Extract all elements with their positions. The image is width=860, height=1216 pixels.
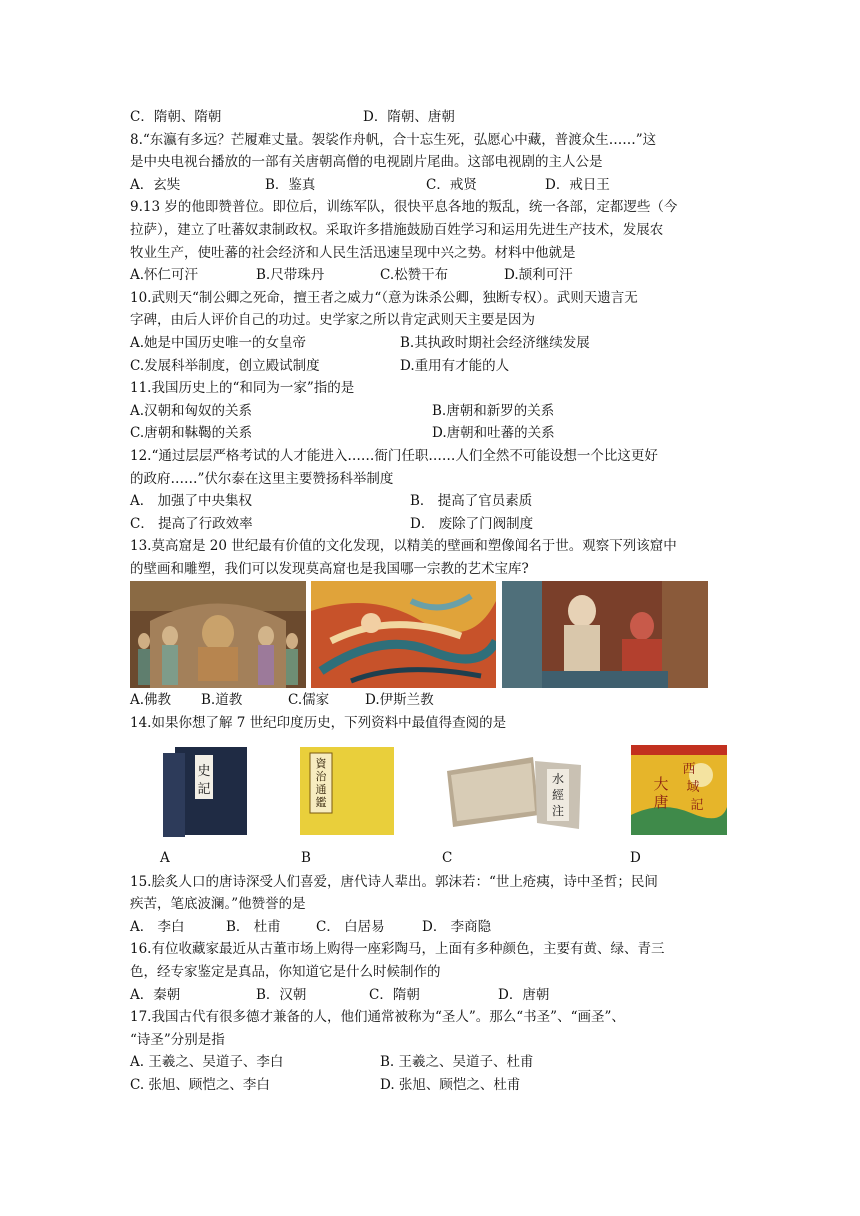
q12-option-d: D． 废除了门阀制度	[410, 515, 534, 532]
sjz-title-char1: 水	[551, 771, 565, 786]
q7-option-d: D．隋朝、唐朝	[363, 109, 455, 125]
shiji-book-image	[159, 745, 255, 837]
q16-option-c: C．隋朝	[369, 986, 420, 1003]
q8-stem-line: 8.“东瀛有多远？芒履难丈量。袈裟作舟帆，合十忘生死，弘愿心中藏，普渡众生……”这	[130, 131, 657, 148]
q11-option-a: A.汉朝和匈奴的关系	[130, 402, 253, 419]
q7-options	[130, 106, 730, 129]
q14-label-c: C	[442, 849, 453, 866]
q9-stem-line: 拉萨），建立了吐蕃奴隶制政权。采取许多措施鼓励百姓学习和运用先进生产技术，发展农	[130, 221, 664, 238]
dtxyj-title-char3: 西	[682, 761, 696, 777]
exam-page	[130, 106, 730, 1097]
sjz-title-char3: 注	[551, 803, 565, 818]
q9-stem-line: 9.13 岁的他即赞普位。即位后，训练军队，很快平息各地的叛乱，统一各部，定都逻些（今	[130, 199, 678, 216]
q11-option-b: B.唐朝和新罗的关系	[432, 402, 555, 419]
q17-options-row	[130, 1074, 730, 1097]
q14-images	[130, 745, 730, 845]
q15-stem-line: 疾苦，笔底波澜。”他赞誉的是	[130, 896, 306, 913]
q12-stem-line: 12.“通过层层严格考试的人才能进入……衙门任职……人们全然不可能设想一个比这更好	[130, 447, 658, 464]
q12-option-c: C． 提高了行政效率	[130, 515, 253, 532]
q8-stem-line: 是中央电视台播放的一部有关唐朝高僧的电视剧片尾曲。这部电视剧的主人公是	[130, 154, 603, 171]
q15-option-b: B． 杜甫	[226, 918, 281, 935]
q12-options-row	[130, 490, 730, 513]
q10-option-b: B.其执政时期社会经济继续发展	[400, 334, 590, 351]
q17-options-row	[130, 1051, 730, 1074]
q8-option-b: B．鉴真	[265, 176, 316, 193]
q17-option-a: A. 王羲之、吴道子、李白	[130, 1054, 284, 1071]
q9-option-d: D.颉利可汗	[504, 267, 573, 284]
q8-option-a: A．玄奘	[130, 176, 181, 193]
q14-label-b: B	[301, 849, 311, 866]
q13-option-c: C.儒家	[288, 692, 330, 709]
q11-options-row	[130, 400, 730, 423]
q8-option-c: C．戒贤	[426, 176, 477, 193]
q16-options	[130, 984, 730, 1007]
zizhitongjian-book-image	[300, 747, 394, 835]
q8-options	[130, 174, 730, 197]
shuijingzhu-book-image	[443, 751, 587, 831]
q10-option-a: A.她是中国历史唯一的女皇帝	[130, 334, 307, 351]
q12-stem-line: 的政府……”伏尔泰在这里主要赞扬科举制度	[130, 470, 394, 487]
q11-option-c: C.唐朝和靺鞨的关系	[130, 425, 253, 442]
q13-stem-line: 13.莫高窟是 20 世纪最有价值的文化发现，以精美的壁画和塑像闻名于世。观察下列该窟中	[130, 538, 677, 555]
q10-stem-line: 字碑，由后人评价自己的功过。史学家之所以肯定武则天主要是因为	[130, 312, 535, 329]
q12-option-a: A． 加强了中央集权	[130, 493, 253, 510]
q12-options-row	[130, 513, 730, 536]
q10-option-d: D.重用有才能的人	[400, 357, 510, 374]
q10-options-row	[130, 332, 730, 355]
dtxyj-title-char5: 記	[690, 797, 704, 813]
dtxyj-title-char1: 大	[653, 774, 669, 793]
q9-option-b: B.尺带珠丹	[256, 267, 325, 284]
q17-option-d: D. 张旭、顾恺之、杜甫	[380, 1077, 521, 1093]
q16-stem-line: 16.有位收藏家最近从古董市场上购得一座彩陶马，上面有多种颜色，主要有黄、绿、青三	[130, 941, 665, 958]
q17-option-b: B. 王羲之、吴道子、杜甫	[380, 1054, 534, 1071]
q10-option-c: C.发展科举制度，创立殿试制度	[130, 357, 320, 374]
q11-option-d: D.唐朝和吐蕃的关系	[432, 425, 555, 442]
painted-statue-image	[502, 581, 708, 688]
q13-option-a: A.佛教	[130, 692, 172, 709]
q9-option-c: C.松赞干布	[380, 267, 449, 284]
q9-option-a: A.怀仁可汗	[130, 267, 199, 284]
q14-label-a: A	[160, 849, 170, 866]
q17-stem-line: 17.我国古代有很多德才兼备的人，他们通常被称为“圣人”。那么“书圣”、“画圣”、	[130, 1009, 625, 1026]
q13-images	[130, 581, 730, 689]
shiji-title-char1: 史	[197, 763, 211, 779]
cave-sculpture-image	[130, 581, 306, 688]
zzt-title-char3: 通	[315, 782, 327, 796]
zzt-title-char4: 鑑	[315, 795, 327, 809]
q17-stem-line: “诗圣”分别是指	[130, 1031, 225, 1048]
q12-option-b: B． 提高了官员素质	[410, 493, 533, 510]
q9-options	[130, 264, 730, 287]
q17-option-c: C. 张旭、顾恺之、李白	[130, 1077, 270, 1093]
dtxyj-title-char4: 域	[686, 779, 700, 795]
q16-option-b: B．汉朝	[256, 986, 307, 1003]
q14-image-labels	[130, 845, 730, 871]
q9-stem-line: 牧业生产，使吐蕃的社会经济和人民生活迅速呈现中兴之势。材料中他就是	[130, 244, 576, 261]
q15-option-d: D． 李商隐	[422, 918, 492, 935]
q10-options-row	[130, 355, 730, 378]
q11-stem-line: 11.我国历史上的“和同为一家”指的是	[130, 380, 355, 397]
q10-stem-line: 10.武则天“制公卿之死命，擅王者之威力“（意为诛杀公卿，独断专权）。武则天遗言无	[130, 289, 638, 306]
q15-option-c: C． 白居易	[316, 918, 385, 935]
q15-options	[130, 916, 730, 939]
q16-option-a: A．秦朝	[130, 986, 181, 1003]
datangxiyuji-book-image	[631, 745, 727, 835]
q14-label-d: D	[630, 849, 641, 866]
q11-options-row	[130, 422, 730, 445]
q13-option-d: D.伊斯兰教	[365, 692, 434, 709]
q15-option-a: A． 李白	[130, 918, 185, 935]
shiji-title-char2: 記	[197, 781, 211, 797]
q13-options	[130, 689, 730, 712]
dtxyj-title-char2: 唐	[653, 792, 669, 811]
zzt-title-char2: 治	[315, 769, 327, 783]
q13-stem-line: 的壁画和雕塑，我们可以发现莫高窟也是我国哪一宗教的艺术宝库?	[130, 560, 529, 577]
q16-option-d: D．唐朝	[498, 986, 550, 1003]
zzt-title-char1: 資	[315, 756, 327, 770]
q13-option-b: B.道教	[201, 692, 243, 709]
q15-stem-line: 15.脍炙人口的唐诗深受人们喜爱，唐代诗人辈出。郭沫若：“世上疮痍，诗中圣哲；民间	[130, 873, 658, 890]
q7-option-c: C．隋朝、隋朝	[130, 109, 222, 125]
q14-stem-line: 14.如果你想了解 7 世纪印度历史，下列资料中最值得查阅的是	[130, 715, 507, 732]
flying-apsara-mural-image	[311, 581, 496, 688]
q8-option-d: D．戒日王	[545, 176, 610, 193]
q16-stem-line: 色，经专家鉴定是真品，你知道它是什么时候制作的	[130, 964, 441, 981]
sjz-title-char2: 經	[551, 787, 565, 802]
